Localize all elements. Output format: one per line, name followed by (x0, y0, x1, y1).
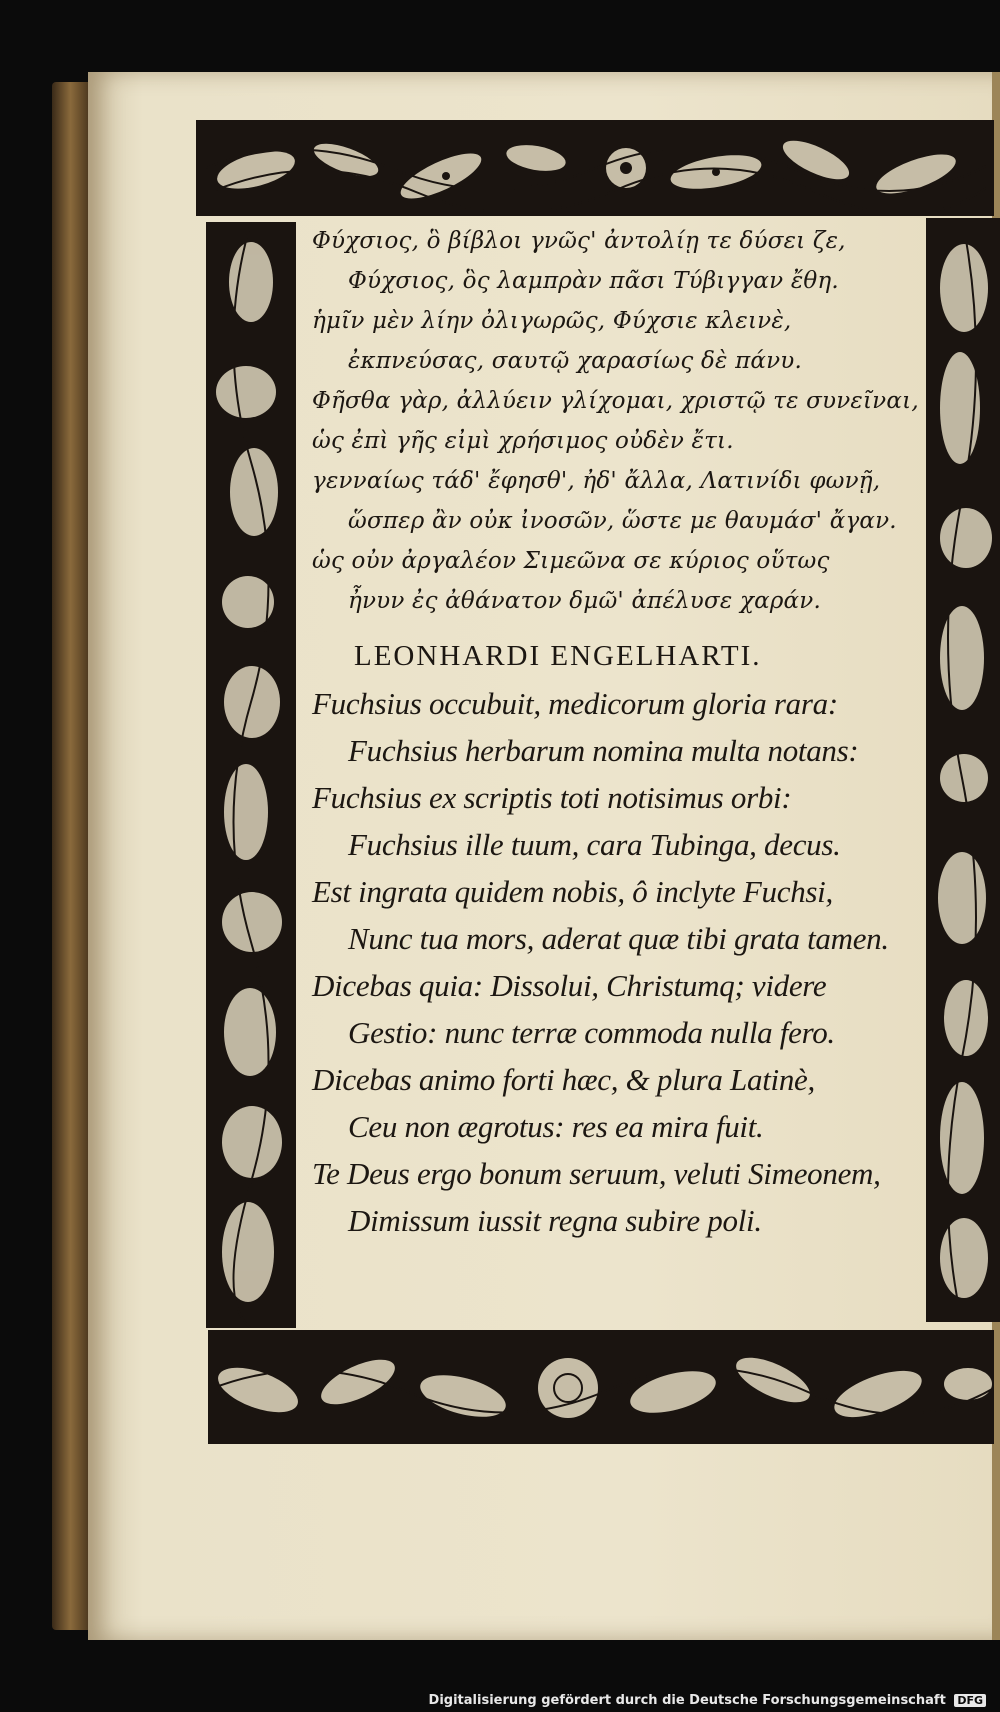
latin-verse-line: Nunc tua mors, aderat quæ tibi grata tamen. (348, 921, 889, 956)
digitization-credit (429, 1693, 986, 1708)
latin-verse-line: Ceu non ægrotus: res ea mira fuit. (348, 1109, 764, 1144)
latin-verse-line: Fuchsius ille tuum, cara Tubinga, decus. (348, 827, 841, 862)
greek-verse-line: ὡς οὐν ἀργαλέον Σιμεῶνα σε κύριος οὕτως (312, 548, 830, 574)
dfg-logo-icon: DFG (954, 1694, 986, 1707)
greek-verse-line: ὥσπερ ἂν οὐκ ἰνοσῶν, ὥστε με θαυμάσ' ἄγαν. (348, 508, 897, 534)
woodcut-border-left (206, 222, 296, 1328)
section-heading: LEONHARDI ENGELHARTI. (354, 640, 762, 672)
woodcut-border-top (196, 120, 994, 216)
latin-verse-line: Fuchsius occubuit, medicorum gloria rara: (312, 686, 838, 721)
greek-verse-line: ἐκπνεύσας, σαυτῷ χαρασίως δὲ πάνυ. (348, 348, 802, 374)
greek-verse-line: ὡς ἐπὶ γῆς εἰμὶ χρήσιμος οὐδὲν ἔτι. (312, 428, 734, 454)
credit-text: Digitalisierung gefördert durch die Deutsche Forschungsgemeinschaft (428, 1693, 946, 1708)
greek-verse-line: γενναίως τάδ' ἔφησθ', ἠδ' ἄλλα, Λατινίδι φωνῇ, (312, 468, 881, 494)
latin-verse-line: Gestio: nunc terræ commoda nulla fero. (348, 1015, 835, 1050)
latin-verse-line: Dicebas quia: Dissolui, Christumq; videre (312, 968, 827, 1003)
greek-verse-line: ἦνυν ἐς ἀθάνατον δμῶ' ἀπέλυσε χαράν. (348, 588, 821, 614)
latin-verse-line: Dimissum iussit regna subire poli. (348, 1203, 762, 1238)
woodcut-border-bottom (208, 1330, 994, 1444)
greek-verse-line: ἡμῖν μὲν λίην ὀλιγωρῶς, Φύχσιε κλεινὲ, (312, 308, 792, 334)
greek-verse-line: Φῆσθα γὰρ, ἀλλύειν γλίχομαι, χριστῷ τε συνεῖναι, (312, 388, 919, 414)
latin-verse-line: Dicebas animo forti hæc, & plura Latinè, (312, 1062, 815, 1097)
greek-verse-line: Φύχσιος, ὃ βίβλοι γνῶς' ἀντολίῃ τε δύσει ζε, (312, 228, 846, 254)
latin-verse-line: Fuchsius herbarum nomina multa notans: (348, 733, 859, 768)
latin-verse-line: Te Deus ergo bonum seruum, veluti Simeonem, (312, 1156, 881, 1191)
latin-verse-line: Est ingrata quidem nobis, ô inclyte Fuchsi, (312, 874, 833, 909)
latin-verse-line: Fuchsius ex scriptis toti notisimus orbi: (312, 780, 792, 815)
greek-verse-line: Φύχσιος, ὃς λαμπρὰν πᾶσι Τύβιγγαν ἔθη. (348, 268, 839, 294)
woodcut-border-right (926, 218, 1000, 1322)
